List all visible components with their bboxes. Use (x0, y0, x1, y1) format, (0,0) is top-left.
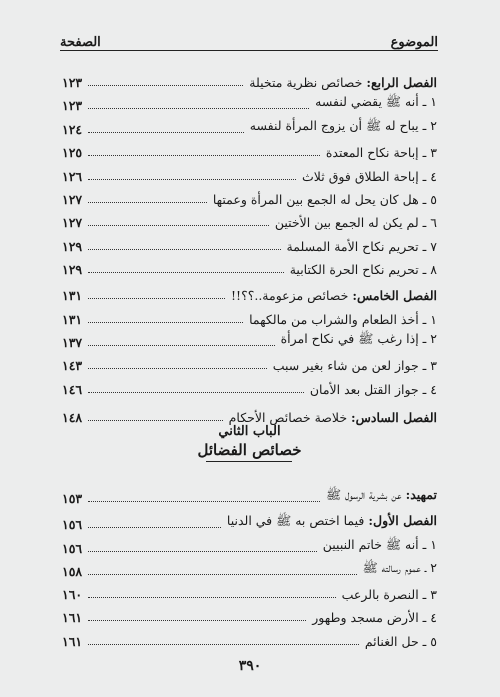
toc-entry (62, 210, 437, 230)
toc-entry-title: ٤ ـ إباحة الطلاق فوق ثلاث (302, 169, 437, 184)
toc-entry-title: ٢ ـ إذا رغب ﷺ في نكاح امرأة (280, 331, 437, 346)
toc-entry-label: الفصل السادس: (351, 410, 437, 425)
toc-entry (62, 559, 437, 579)
toc-entry-label: الفصل الرابع: (366, 75, 437, 90)
part-title: خصائص الفضائل (197, 441, 302, 459)
toc-entry-title: ٢ ـ يباح له ﷺ أن يزوج المرأة لنفسه (249, 118, 437, 133)
toc-entry-page: ١٢٩ (62, 262, 83, 277)
dot-leader (88, 527, 221, 528)
dot-leader (88, 249, 280, 250)
dot-leader (88, 202, 207, 203)
toc-entry-title: ٤ ـ جواز القتل بعد الأمان (309, 382, 437, 397)
toc-entry-page: ١٤٦ (62, 382, 83, 397)
toc-entry-title: ١ ـ أنه ﷺ يقضي لنفسه (315, 94, 437, 109)
toc-entry (62, 164, 437, 184)
toc-entry-title (227, 513, 437, 532)
dot-leader (88, 132, 244, 133)
toc-entry-page: ١٢٩ (62, 239, 83, 254)
toc-entry (62, 117, 437, 137)
toc-entry (62, 512, 437, 532)
toc-entry (62, 486, 437, 506)
toc-entry-title: ٥ ـ هل كان يحل له الجمع بين المرأة وعمتها (212, 192, 437, 207)
toc-entry-page: ١٦١ (62, 634, 83, 649)
dot-leader (88, 392, 304, 393)
toc-entry-subtitle: عن بشرية الرسول ﷺ (325, 487, 406, 502)
toc-entry-title: ٣ ـ إباحة نكاح المعتدة (325, 145, 437, 160)
toc-entry-label: الفصل الخامس: (352, 288, 437, 303)
dot-leader (88, 345, 274, 346)
toc-entry-page: ١٤٣ (62, 358, 83, 373)
toc-entry-title: ٣ ـ النصرة بالرعب (341, 587, 437, 602)
header-topic-label: الموضوع (390, 35, 438, 50)
toc-entry-page: ١٣١ (62, 288, 83, 303)
toc-entry-page: ١٥٣ (62, 491, 83, 506)
toc-entry (62, 140, 437, 160)
toc-entry-title (231, 288, 437, 303)
dot-leader (88, 322, 243, 323)
toc-entry-page: ١٣٧ (62, 335, 83, 350)
dot-leader (88, 272, 284, 273)
toc-entry-title: ٢ ـ عموم رسالته ﷺ (362, 560, 437, 575)
toc-entry (62, 70, 437, 90)
toc-entry-page: ١٢٥ (62, 145, 83, 160)
toc-entry-page: ١٢٤ (62, 122, 83, 137)
toc-entry (62, 257, 437, 277)
toc-entry-subtitle: خصائص مزعومة..؟؟!! (231, 288, 353, 303)
toc-entry-page: ١٢٧ (62, 215, 83, 230)
dot-leader (88, 85, 243, 86)
toc-entry-page: ١٣١ (62, 312, 83, 327)
part-title-underline (206, 461, 292, 462)
toc-entry-title: ٥ ـ حل الغنائم (364, 634, 437, 649)
toc-entry-title: ٧ ـ تحريم نكاح الأمة المسلمة (286, 239, 437, 254)
dot-leader (88, 574, 356, 575)
dot-leader (88, 597, 335, 598)
toc-entry-page: ١٦٠ (62, 587, 83, 602)
toc-entry (62, 405, 437, 425)
toc-entry (62, 629, 437, 649)
dot-leader (88, 155, 320, 156)
toc-entry (62, 605, 437, 625)
toc-entry-title: ٦ ـ لم يكن له الجمع بين الأختين (274, 215, 437, 230)
dot-leader (88, 551, 317, 552)
dot-leader (88, 298, 225, 299)
toc-entry-subtitle: خصائص نظرية متخيلة (249, 75, 367, 90)
toc-entry-title: ٣ ـ جواز لعن من شاء بغير سبب (272, 358, 437, 373)
toc-entry (62, 330, 437, 350)
toc-entry-subtitle: خلاصة خصائص الأحكام (228, 410, 352, 425)
toc-entry (62, 307, 437, 327)
toc-entry-title: ١ ـ أخذ الطعام والشراب من مالكهما (249, 312, 437, 327)
toc-entry-label: تمهيد: (405, 487, 437, 502)
toc-entry-title (326, 487, 437, 506)
header-page-label: الصفحة (60, 35, 101, 50)
dot-leader (88, 620, 306, 621)
toc-entry-title: ٨ ـ تحريم نكاح الحرة الكتابية (289, 262, 437, 277)
toc-entry (62, 283, 437, 303)
toc-entry-subtitle: فيما اختص به ﷺ في الدنيا (226, 513, 369, 528)
toc-entry-title (229, 410, 437, 425)
toc-entry (62, 234, 437, 254)
dot-leader (88, 368, 267, 369)
dot-leader (88, 501, 320, 502)
toc-entry-label: الفصل الأول: (368, 513, 437, 528)
toc-header (60, 28, 438, 50)
toc-entry (62, 377, 437, 397)
toc-entry (62, 582, 437, 602)
toc-entry-page: ١٦١ (62, 610, 83, 625)
toc-entry (62, 353, 437, 373)
toc-entry-page: ١٢٣ (62, 75, 83, 90)
dot-leader (88, 225, 269, 226)
dot-leader (88, 179, 296, 180)
toc-entry (62, 93, 437, 113)
dot-leader (88, 420, 223, 421)
dot-leader (88, 108, 309, 109)
toc-entry (62, 187, 437, 207)
toc-entry-page: ١٤٨ (62, 410, 83, 425)
dot-leader (88, 644, 359, 645)
toc-entry-title: ١ ـ أنه ﷺ خاتم النبيين (322, 537, 437, 552)
part-heading: الباب الثاني (218, 424, 281, 439)
toc-entry-page: ١٥٦ (62, 517, 83, 532)
toc-entry (62, 536, 437, 556)
toc-entry-title (249, 75, 437, 90)
toc-entry-page: ١٥٦ (62, 541, 83, 556)
toc-entry-page: ١٢٧ (62, 192, 83, 207)
header-rule (60, 50, 438, 51)
page-number: ٣٩٠ (238, 658, 262, 674)
toc-entry-title: ٤ ـ الأرض مسجد وطهور (312, 610, 437, 625)
toc-entry-page: ١٢٣ (62, 98, 83, 113)
toc-entry-page: ١٥٨ (62, 564, 83, 579)
toc-entry-page: ١٢٦ (62, 169, 83, 184)
